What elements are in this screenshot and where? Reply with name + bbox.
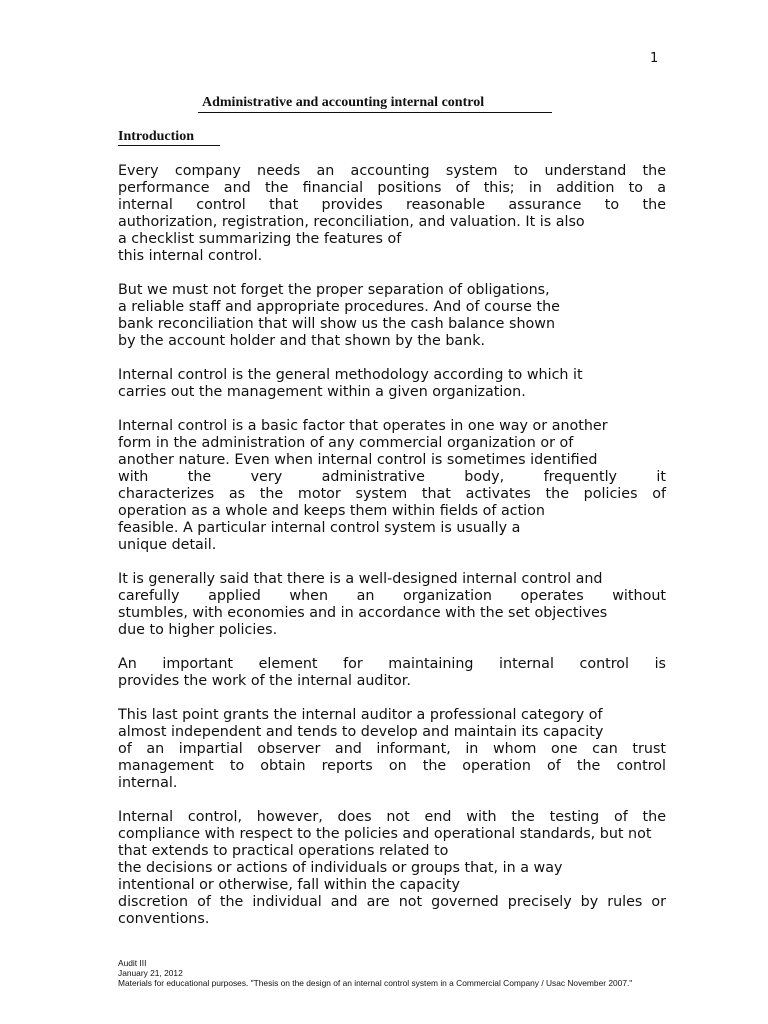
page-number: 1	[650, 51, 659, 66]
document-title: Administrative and accounting internal control	[198, 95, 552, 113]
paragraph-line: Internal control is a basic factor that operates in one way or another	[118, 418, 608, 434]
paragraph-line: internal control that provides reasonable assurance to the	[118, 197, 666, 213]
body-paragraph	[118, 163, 666, 265]
body-paragraph	[118, 367, 666, 401]
paragraph-line: Every company needs an accounting system to understand the	[118, 163, 666, 179]
footer	[118, 958, 632, 988]
paragraph-line: carefully applied when an organization operates without	[118, 588, 666, 604]
body-paragraph	[118, 809, 666, 928]
paragraph-line: unique detail.	[118, 537, 217, 553]
paragraph-line: conventions.	[118, 911, 210, 927]
body-paragraph	[118, 282, 666, 350]
body-paragraph	[118, 656, 666, 690]
paragraph-line: of an impartial observer and informant, in whom one can trust	[118, 741, 666, 757]
paragraph-line: This last point grants the internal auditor a professional category of	[118, 707, 603, 723]
paragraph-line: discretion of the individual and are not governed precisely by rules or	[118, 894, 666, 910]
body-paragraph	[118, 707, 666, 792]
section-heading: Introduction	[118, 129, 220, 146]
paragraph-line: carries out the management within a given organization.	[118, 384, 526, 400]
paragraph-line: Internal control is the general methodology according to which it	[118, 367, 583, 383]
paragraph-line: internal.	[118, 775, 178, 791]
paragraph-line: form in the administration of any commercial organization or of	[118, 435, 574, 451]
footer-source: Materials for educational purposes. "Thesis on the design of an internal control system in a Commercial Company / Usac November 2007."	[118, 978, 633, 988]
paragraph-line: provides the work of the internal auditor.	[118, 673, 411, 689]
document-body	[118, 163, 666, 945]
paragraph-line: But we must not forget the proper separation of obligations,	[118, 282, 550, 298]
paragraph-line: almost independent and tends to develop and maintain its capacity	[118, 724, 604, 740]
paragraph-line: a checklist summarizing the features of	[118, 231, 402, 247]
paragraph-line: Internal control, however, does not end with the testing of the	[118, 809, 666, 825]
footer-date: January 21, 2012	[118, 968, 183, 978]
paragraph-line: bank reconciliation that will show us the cash balance shown	[118, 316, 556, 332]
paragraph-line: feasible. A particular internal control system is usually a	[118, 520, 521, 536]
paragraph-line: that extends to practical operations related to	[118, 843, 449, 859]
paragraph-line: by the account holder and that shown by the bank.	[118, 333, 486, 349]
paragraph-line: this internal control.	[118, 248, 263, 264]
paragraph-line: intentional or otherwise, fall within the capacity	[118, 877, 460, 893]
footer-course: Audit III	[118, 958, 147, 968]
body-paragraph	[118, 571, 666, 639]
body-paragraph	[118, 418, 666, 554]
paragraph-line: operation as a whole and keeps them within fields of action	[118, 503, 545, 519]
paragraph-line: characterizes as the motor system that activates the policies of	[118, 486, 666, 502]
paragraph-line: with the very administrative body, frequently it	[118, 469, 666, 485]
paragraph-line: a reliable staff and appropriate procedures. And of course the	[118, 299, 560, 315]
paragraph-line: another nature. Even when internal control is sometimes identified	[118, 452, 598, 468]
paragraph-line: An important element for maintaining internal control is	[118, 656, 666, 672]
paragraph-line: management to obtain reports on the operation of the control	[118, 758, 666, 774]
paragraph-line: the decisions or actions of individuals or groups that, in a way	[118, 860, 563, 876]
paragraph-line: authorization, registration, reconciliation, and valuation. It is also	[118, 214, 585, 230]
paragraph-line: It is generally said that there is a well-designed internal control and	[118, 571, 603, 587]
paragraph-line: due to higher policies.	[118, 622, 278, 638]
paragraph-line: compliance with respect to the policies and operational standards, but not	[118, 826, 652, 842]
paragraph-line: stumbles, with economies and in accordance with the set objectives	[118, 605, 608, 621]
paragraph-line: performance and the financial positions of this; in addition to a	[118, 180, 666, 196]
